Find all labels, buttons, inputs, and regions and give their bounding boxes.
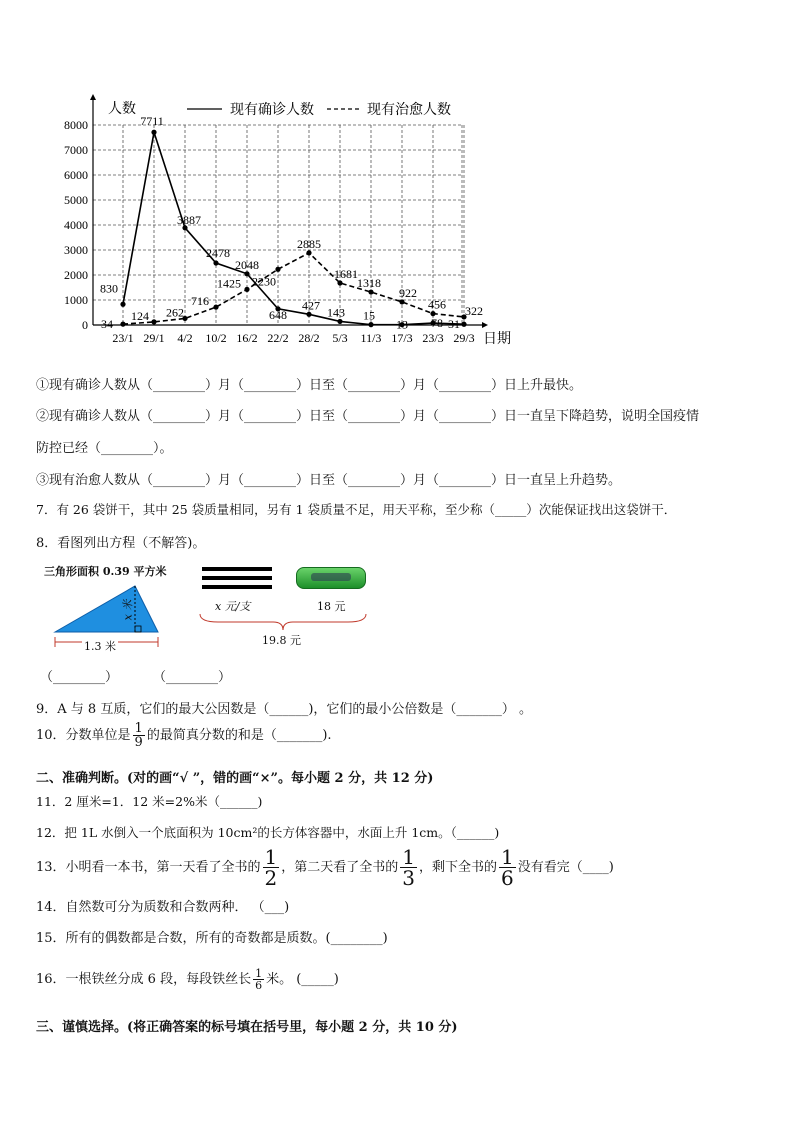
data-label-confirmed: 830 [100, 281, 118, 296]
question-15: 15．所有的偶数都是合数，所有的奇数都是质数。(________) [36, 931, 388, 946]
q16-text-a: 16．一根铁丝分成 6 段，每段铁丝长 [36, 972, 252, 987]
frac-den: 3 [402, 866, 416, 890]
x-tick-label: 23/1 [112, 331, 134, 345]
data-label-confirmed: 7711 [140, 114, 164, 129]
data-label-cured: 456 [428, 297, 446, 312]
y-tick-label: 5000 [64, 193, 88, 207]
point-confirmed [306, 312, 311, 317]
data-label-cured: 124 [131, 308, 149, 323]
frac-num: 1 [134, 721, 143, 736]
question-7: 7．有 26 袋饼干，其中 25 袋质量相同，另有 1 袋质量不足，用天平称，至少称（_____）次能保证找出这袋饼干． [36, 502, 677, 517]
point-cured [399, 299, 404, 304]
fraction-one-ninth [133, 722, 145, 749]
q6-line-2: ②现有确诊人数从（________）月（________）日至（________）月（________）日一直呈下降趋势，说明全国疫情 [36, 409, 700, 424]
q13-text-c: ，剩下全书的 [419, 860, 498, 875]
x-tick-labels [112, 331, 474, 345]
pencil-3 [202, 585, 272, 589]
point-confirmed [368, 322, 373, 327]
data-label-cured: 322 [465, 303, 483, 318]
x-tick-label: 28/2 [298, 331, 320, 345]
x-tick-label: 4/2 [177, 331, 193, 345]
data-label-cured: 1318 [357, 276, 381, 291]
total-price-label: 19.8 元 [262, 634, 301, 647]
data-label-cured: 716 [191, 294, 209, 309]
chart-axes [90, 94, 488, 331]
y-tick-label: 3000 [64, 243, 88, 257]
x-tick-label: 11/3 [360, 331, 382, 345]
legend-label-confirmed: 现有确诊人数 [230, 103, 314, 118]
data-label-confirmed: 78 [431, 316, 443, 331]
pencil-price-label: x 元/支 [215, 600, 251, 613]
x-tick-label: 29/3 [453, 331, 475, 345]
data-label-cured: 262 [166, 305, 184, 320]
x-tick-label: 17/3 [391, 331, 413, 345]
y-tick-label: 7000 [64, 143, 88, 157]
q13-text-d: 没有看完（____) [517, 860, 614, 875]
question-14: 14．自然数可分为质数和合数两种． （___) [36, 900, 290, 915]
point-confirmed [213, 260, 218, 265]
point-confirmed [337, 319, 342, 324]
data-label-cured: 2230 [252, 274, 276, 289]
fraction-1-6-small [253, 968, 264, 991]
y-tick-label: 6000 [64, 168, 88, 182]
frac-den: 2 [264, 866, 278, 890]
frac-num: 1 [264, 845, 278, 869]
point-confirmed [244, 271, 249, 276]
q10-suffix: 的最简真分数的和是（_______). [146, 728, 332, 743]
q6-line-1: ①现有确诊人数从（________）月（________）日至（________）月（________）日上升最快。 [36, 378, 583, 393]
point-confirmed [461, 322, 466, 327]
triangle-base-label: 1.3 米 [84, 640, 116, 653]
y-tick-label: 1000 [64, 293, 88, 307]
y-tick-labels [64, 118, 88, 332]
point-cured [120, 322, 125, 327]
y-tick-label: 8000 [64, 118, 88, 132]
total-brace [198, 612, 368, 632]
triangle-height-label: x 米 [121, 599, 135, 621]
q13-text-b: ，第二天看了全书的 [281, 860, 399, 875]
x-tick-label: 16/2 [236, 331, 258, 345]
y-tick-label: 4000 [64, 218, 88, 232]
question-16 [36, 968, 339, 991]
q8-blank-1[interactable]: （________） [40, 670, 119, 685]
q6-line-2b: 防控已经（________）。 [36, 441, 173, 456]
question-8: 8．看图列出方程（不解答)。 [36, 536, 206, 551]
point-confirmed [120, 302, 125, 307]
triangle-area-label: 三角形面积 0.39 平方米 [44, 565, 167, 578]
data-label-confirmed: 2048 [235, 257, 259, 272]
y-tick-label: 2000 [64, 268, 88, 282]
y-tick-label: 0 [82, 318, 88, 332]
point-cured [244, 287, 249, 292]
data-label-confirmed: 2478 [206, 246, 230, 261]
x-tick-label: 22/2 [267, 331, 289, 345]
question-13 [36, 847, 614, 888]
data-label-cured: 34 [101, 317, 113, 332]
frac-den: 6 [501, 866, 514, 890]
y-axis-label: 人数 [108, 102, 136, 117]
frac-num: 1 [501, 845, 514, 869]
data-label-confirmed: 31 [448, 317, 460, 332]
question-11: 11．2 厘米=1．12 米=2%米（______) [36, 794, 263, 809]
section-3-heading: 三、谨慎选择。(将正确答案的标号填在括号里，每小题 2 分，共 10 分) [36, 1020, 458, 1035]
q10-prefix: 10．分数单位是 [36, 728, 131, 743]
q6-line-3: ③现有治愈人数从（________）月（________）日至（________）月（________）日一直呈上升趋势。 [36, 473, 622, 488]
fraction-1-3 [400, 847, 417, 888]
line-chart [0, 0, 794, 355]
point-confirmed [151, 130, 156, 135]
point-cured [151, 319, 156, 324]
x-axis-label: 日期 [483, 332, 511, 347]
point-cured [337, 280, 342, 285]
section-2-heading: 二、准确判断。(对的画“√ ”，错的画“×”。每小题 2 分，共 12 分) [36, 771, 434, 786]
pencil-1 [202, 567, 272, 571]
legend-label-cured: 现有治愈人数 [367, 103, 451, 118]
x-axis-arrow [482, 322, 488, 328]
data-label-confirmed: 13 [396, 317, 408, 332]
point-cured [368, 289, 373, 294]
x-tick-label: 10/2 [205, 331, 227, 345]
fraction-1-6 [499, 847, 516, 888]
x-tick-label: 5/3 [332, 331, 348, 345]
x-tick-label: 29/1 [143, 331, 165, 345]
frac-den: 6 [255, 979, 263, 992]
data-label-cured: 2885 [297, 236, 321, 251]
frac-den: 9 [134, 735, 143, 750]
q13-text-a: 13．小明看一本书，第一天看了全书的 [36, 860, 261, 875]
fraction-1-2 [263, 847, 280, 888]
frac-num: 1 [402, 845, 416, 869]
point-cured [213, 305, 218, 310]
legend [187, 101, 451, 118]
question-12: 12．把 1L 水倒入一个底面积为 10cm²的长方体容器中，水面上升 1cm。（______) [36, 825, 500, 840]
data-label-cured: 1681 [334, 266, 358, 281]
data-label-confirmed: 3887 [177, 212, 201, 227]
data-label-cured: 922 [399, 285, 417, 300]
question-9: 9．A 与 8 互质，它们的最大公因数是（______)，它们的最小公倍数是（_______） 。 [36, 702, 533, 717]
data-label-confirmed: 143 [327, 305, 345, 320]
pencil-box-image [296, 567, 366, 589]
data-label-confirmed: 15 [363, 308, 375, 323]
question-10 [36, 722, 332, 749]
data-label-confirmed: 648 [269, 307, 287, 322]
x-tick-label: 23/3 [422, 331, 444, 345]
data-label-confirmed: 427 [302, 298, 320, 313]
pencil-2 [202, 576, 272, 580]
pencilbox-price-label: 18 元 [317, 600, 346, 613]
point-cured [306, 250, 311, 255]
q8-blank-2[interactable]: （________） [153, 670, 232, 685]
y-axis-arrow [90, 94, 96, 100]
q16-text-b: 米。 (_____) [266, 972, 339, 987]
point-cured [275, 267, 280, 272]
frac-num: 1 [255, 967, 263, 980]
data-label-cured: 1425 [217, 276, 241, 291]
data-labels [100, 114, 483, 331]
